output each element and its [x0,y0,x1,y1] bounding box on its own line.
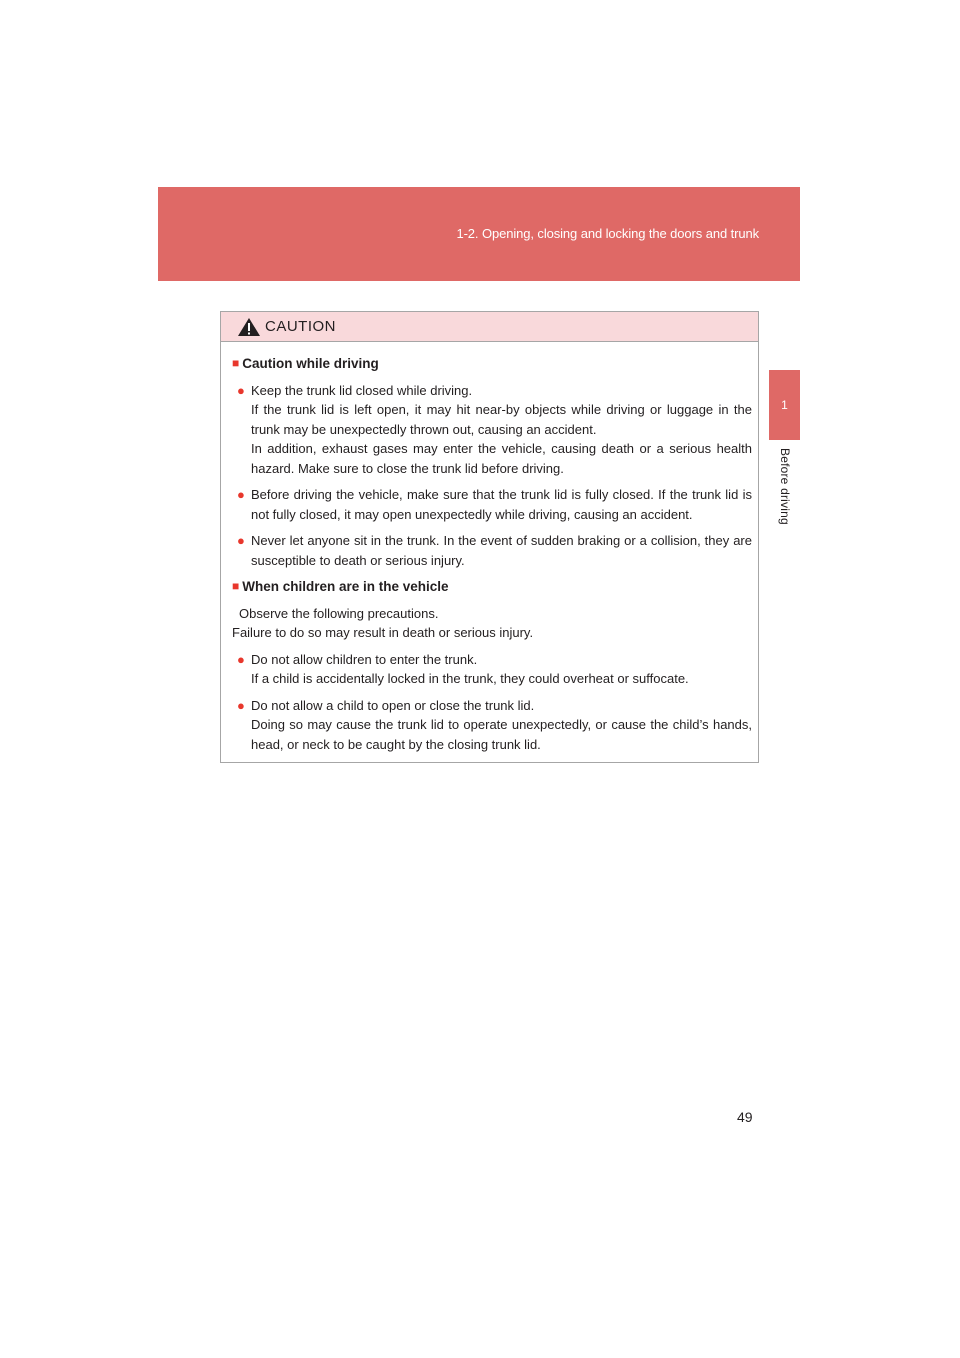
item-text: Before driving the vehicle, make sure that the trunk lid is fully closed. If the trunk lid is not fully closed, it may open unexpectedly while driving, causing an accident. [251,487,752,522]
item-text: If the trunk lid is left open, it may hit near-by objects while driving or luggage in the trunk may be unexpectedly thrown out, causing an accident. [251,402,752,437]
item-text: Do not allow children to enter the trunk. [251,651,478,667]
chapter-number: 1 [781,398,788,412]
item-text: Do not allow a child to open or close the trunk lid. [251,697,535,713]
bullet-icon: ● [237,651,245,667]
list-item [221,531,752,570]
section-heading-text: When children are in the vehicle [242,579,449,594]
item-text: Keep the trunk lid closed while driving. [251,382,473,398]
item-text: If a child is accidentally locked in the trunk, they could overheat or suffocate. [251,671,689,686]
intro-text: Observe the following precautions. [239,605,439,621]
item-text: Never let anyone sit in the trunk. In the event of sudden braking or a collision, they are susceptible to death or serious injury. [251,533,752,568]
list-item [221,485,752,524]
section-heading-text: Caution while driving [242,356,379,371]
chapter-label: Before driving [778,448,792,525]
section-heading [221,354,752,374]
chapter-tab [769,370,800,440]
caution-body [221,342,758,754]
square-bullet-icon: ■ [232,356,240,370]
bullet-icon: ● [237,697,245,713]
square-bullet-icon: ■ [232,579,240,593]
chapter-header-band [158,187,800,281]
bullet-icon: ● [237,533,245,548]
bullet-icon: ● [237,382,245,398]
caution-box [220,311,759,763]
caution-title: CAUTION [265,318,336,335]
list-item [221,696,752,755]
page-number: 49 [737,1109,753,1125]
item-text: Doing so may cause the trunk lid to operate unexpectedly, or cause the child’s hands, head, or neck to be caught by the closing trunk lid. [251,717,752,752]
section-title: 1-2. Opening, closing and locking the doors and trunk [456,226,759,241]
item-text: In addition, exhaust gases may enter the vehicle, causing death or a serious health hazard. Make sure to close the trunk lid before driving. [251,441,752,476]
list-item [221,650,752,689]
bullet-icon: ● [237,487,245,502]
warning-triangle-icon [237,317,261,337]
intro-text: Failure to do so may result in death or serious injury. [232,625,534,640]
section-heading [221,577,752,597]
list-item [221,381,752,479]
caution-header [221,312,758,342]
